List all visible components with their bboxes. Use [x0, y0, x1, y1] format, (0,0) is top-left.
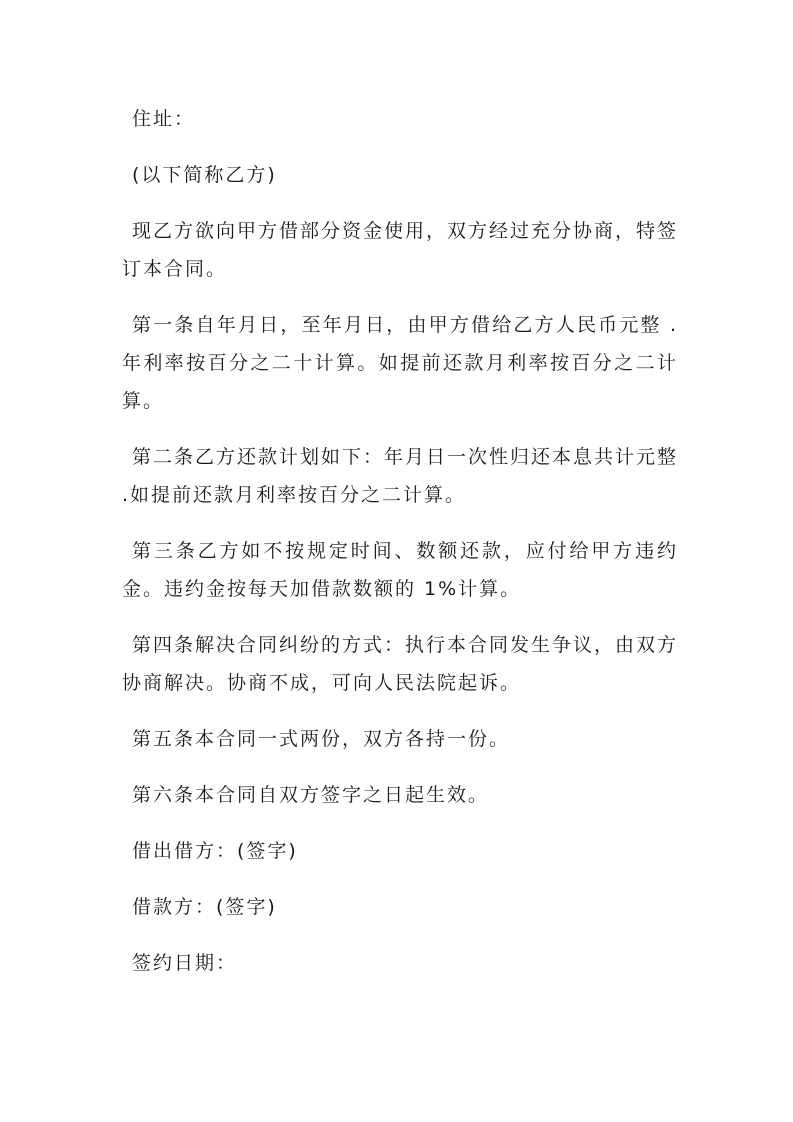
address-line: 住址： — [132, 108, 196, 130]
signing-date-line: 签约日期： — [132, 952, 238, 974]
article-1: 第一条自年月日，至年月日，由甲方借给乙方人民币元整 .年利率按百分之二十计算。如提前还款月利率按百分之二计算。 — [122, 314, 678, 412]
article-4: 第四条解决合同纠纷的方式：执行本合同发生争议，由双方协商解决。协商不成，可向人民法院起诉。 — [122, 634, 679, 694]
article-3: 第三条乙方如不按规定时间、数额还款，应付给甲方违约金。违约金按每天加借款数额的 1%计算。 — [122, 540, 678, 600]
article-6: 第六条本合同自双方签字之日起生效。 — [132, 784, 490, 806]
preamble-paragraph: 现乙方欲向甲方借部分资金使用，双方经过充分协商，特签订本合同。 — [122, 220, 679, 280]
party-b-note: (以下简称乙方) — [132, 164, 277, 186]
article-5: 第五条本合同一式两份，双方各持一份。 — [132, 728, 511, 750]
borrower-signature-line: 借款方：(签字) — [132, 896, 277, 918]
contract-body — [122, 100, 678, 1000]
article-2: 第二条乙方还款计划如下：年月日一次性归还本息共计元整 .如提前还款月利率按百分之二计算。 — [122, 446, 679, 506]
lender-signature-line: 借出借方：(签字) — [132, 840, 298, 862]
